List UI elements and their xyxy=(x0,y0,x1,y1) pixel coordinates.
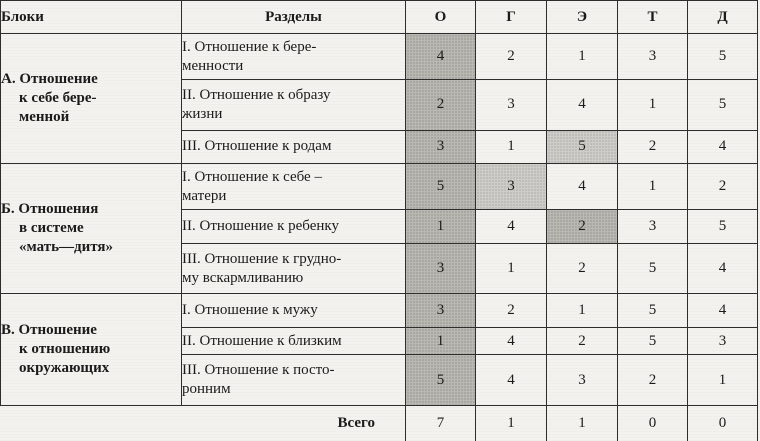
header-col-d: Д xyxy=(688,1,758,34)
value-cell: 2 xyxy=(688,164,758,210)
value-cell: 3 xyxy=(476,80,547,130)
section-line: му вскармливанию xyxy=(182,269,304,286)
section-line: I. Отношение к себе – xyxy=(182,168,322,185)
value-cell: 5 xyxy=(547,130,618,164)
table-row xyxy=(1,164,758,210)
section-line: менности xyxy=(182,57,244,74)
value-cell: 1 xyxy=(406,210,476,244)
value-cell: 4 xyxy=(688,130,758,164)
section-cell xyxy=(182,355,406,405)
total-spacer xyxy=(1,405,182,441)
value-cell: 2 xyxy=(618,355,688,405)
header-sections: Разделы xyxy=(182,1,406,34)
table-row xyxy=(1,34,758,80)
value-cell: 4 xyxy=(476,355,547,405)
header-col-t: Т xyxy=(618,1,688,34)
value-cell: 2 xyxy=(476,294,547,328)
value-cell: 5 xyxy=(688,34,758,80)
section-line: II. Отношение к образу xyxy=(182,86,331,103)
value-cell: 2 xyxy=(547,210,618,244)
value-cell: 5 xyxy=(618,294,688,328)
block-a xyxy=(1,34,182,164)
value-cell: 1 xyxy=(547,34,618,80)
table-row xyxy=(1,294,758,328)
total-row xyxy=(1,405,758,441)
value-cell: 4 xyxy=(476,328,547,355)
value-cell: 1 xyxy=(688,355,758,405)
section-cell xyxy=(182,244,406,294)
block-b-line-1: Б. Отношения xyxy=(1,201,99,218)
value-cell: 1 xyxy=(406,328,476,355)
value-cell: 3 xyxy=(406,130,476,164)
section-cell xyxy=(182,34,406,80)
total-value: 1 xyxy=(476,405,547,441)
block-b xyxy=(1,164,182,294)
header-col-e: Э xyxy=(547,1,618,34)
value-cell: 3 xyxy=(618,34,688,80)
value-cell: 4 xyxy=(547,80,618,130)
header-row xyxy=(1,1,758,34)
value-cell: 2 xyxy=(406,80,476,130)
value-cell: 3 xyxy=(547,355,618,405)
value-cell: 3 xyxy=(618,210,688,244)
value-cell: 2 xyxy=(547,328,618,355)
section-cell: II. Отношение к близким xyxy=(182,328,406,355)
block-c-line-2: к отношению xyxy=(19,341,111,358)
section-line: ронним xyxy=(182,381,231,397)
block-b-line-3: «мать—дитя» xyxy=(19,239,114,256)
section-line: III. Отношение к посто- xyxy=(182,362,335,378)
value-cell: 4 xyxy=(688,294,758,328)
value-cell: 3 xyxy=(406,244,476,294)
block-c-line-1: В. Отношение xyxy=(1,322,97,339)
value-cell: 5 xyxy=(618,244,688,294)
value-cell: 3 xyxy=(688,328,758,355)
value-cell: 4 xyxy=(406,34,476,80)
value-cell: 4 xyxy=(476,210,547,244)
section-cell: III. Отношение к родам xyxy=(182,130,406,164)
value-cell: 1 xyxy=(618,80,688,130)
value-cell: 4 xyxy=(688,244,758,294)
value-cell: 5 xyxy=(406,164,476,210)
block-c-line-3: окружающих xyxy=(19,360,110,377)
value-cell: 1 xyxy=(476,130,547,164)
header-col-g: Г xyxy=(476,1,547,34)
header-col-o: О xyxy=(406,1,476,34)
value-cell: 5 xyxy=(688,210,758,244)
section-line: жизни xyxy=(182,105,223,122)
value-cell: 3 xyxy=(406,294,476,328)
value-cell: 5 xyxy=(618,328,688,355)
block-a-line-2: к себе бере- xyxy=(19,90,97,107)
value-cell: 4 xyxy=(547,164,618,210)
total-value: 1 xyxy=(547,405,618,441)
block-a-line-3: менной xyxy=(19,109,70,126)
value-cell: 2 xyxy=(547,244,618,294)
value-cell: 5 xyxy=(688,80,758,130)
block-b-line-2: в системе xyxy=(19,220,84,237)
block-c xyxy=(1,294,182,405)
total-value: 0 xyxy=(688,405,758,441)
total-value: 7 xyxy=(406,405,476,441)
section-line: I. Отношение к бере- xyxy=(182,38,317,55)
header-blocks: Блоки xyxy=(1,1,182,34)
value-cell: 2 xyxy=(618,130,688,164)
block-a-line-1: А. Отношение xyxy=(1,71,98,88)
section-line: матери xyxy=(182,187,227,204)
value-cell: 1 xyxy=(618,164,688,210)
section-cell: I. Отношение к мужу xyxy=(182,294,406,328)
value-cell: 1 xyxy=(476,244,547,294)
section-cell xyxy=(182,164,406,210)
value-cell: 2 xyxy=(476,34,547,80)
total-label: Всего xyxy=(337,414,375,431)
value-cell: 3 xyxy=(476,164,547,210)
section-cell: II. Отношение к ребенку xyxy=(182,210,406,244)
total-value: 0 xyxy=(618,405,688,441)
section-line: III. Отношение к грудно- xyxy=(182,250,342,267)
value-cell: 5 xyxy=(406,355,476,405)
section-cell xyxy=(182,80,406,130)
value-cell: 1 xyxy=(547,294,618,328)
